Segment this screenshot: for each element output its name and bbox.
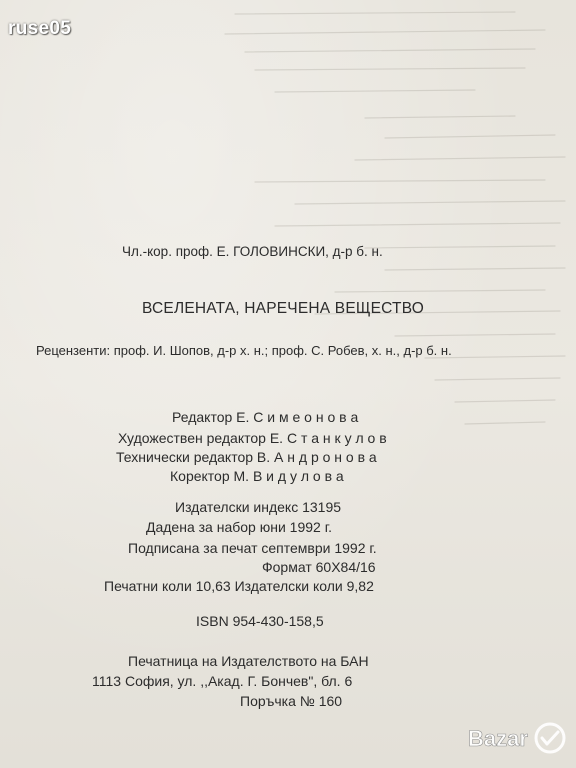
bazar-logo-icon [462,716,572,760]
bleed-through-text [215,0,575,440]
printer-name-line: Печатница на Издателството на БАН [128,653,369,669]
set-date-line: Дадена за набор юни 1992 г. [146,519,332,535]
bazar-logo [462,716,572,760]
isbn-line: ISBN 954-430-158,5 [196,613,324,629]
watermark-text: ruse05 [8,18,72,39]
sheets-line: Печатни коли 10,63 Издателски коли 9,82 [104,578,374,594]
format-line: Формат 60X84/16 [262,559,376,575]
art-editor-line: Художествен редактор Е. С т а н к у л о в [118,430,387,446]
tech-editor-line: Технически редактор В. А н д р о н о в а [116,449,377,465]
bleed-through-lines [215,0,575,440]
publisher-index-line: Издателски индекс 13195 [175,499,342,515]
printer-address-line: 1113 София, ул. ,,Акад. Г. Бончев", бл. 6 [92,673,353,689]
editor-line: Редактор Е. С и м е о н о в а [172,409,359,425]
svg-text:Bazar: Bazar [468,726,528,751]
author-line: Чл.-кор. проф. Е. ГОЛОВИНСКИ, д-р б. н. [122,244,383,259]
order-number-line: Поръчка № 160 [240,693,343,709]
proofreader-line: Коректор М. В и д у л о в а [170,468,344,484]
reviewers-line: Рецензенти: проф. И. Шопов, д-р х. н.; проф. С. Робев, х. н., д-р б. н. [36,343,452,358]
book-title: ВСЕЛЕНАТА, НАРЕЧЕНА ВЕЩЕСТВО [142,300,424,317]
signed-date-line: Подписана за печат септември 1992 г. [128,540,377,556]
